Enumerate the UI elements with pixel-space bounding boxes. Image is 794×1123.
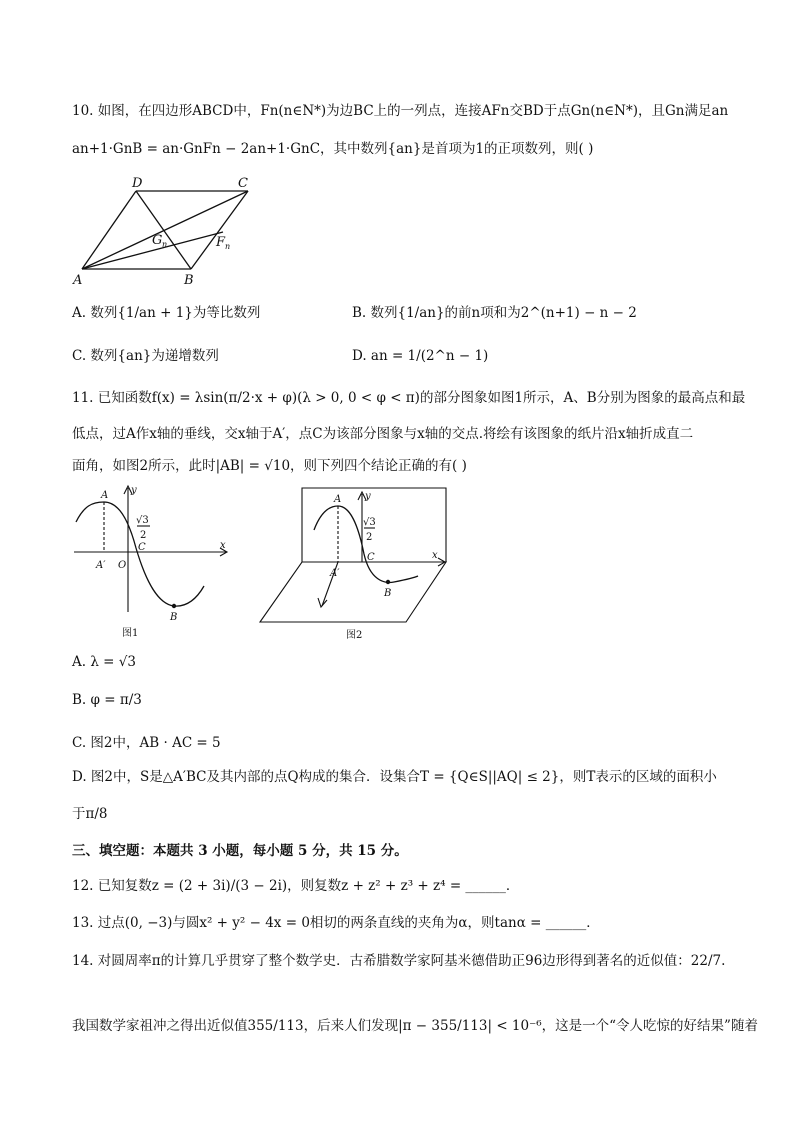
q11-option-a: A. λ = √3	[72, 654, 136, 670]
q11-line-3: 面角，如图2所示，此时|AB| = √10，则下列四个结论正确的有( )	[72, 458, 467, 474]
q11-option-d-line-1: D. 图2中，S是△A′BC及其内部的点Q构成的集合．设集合T = {Q∈S||AQ| ≤ 2}，则T表示的区域的面积小	[72, 769, 717, 785]
fig2-label-A: A	[334, 494, 342, 505]
fig2-point-B	[386, 580, 390, 584]
fig1-label-sqrt3: √3	[136, 515, 149, 526]
q10-line-1: 10. 如图，在四边形ABCD中，Fn(n∈N*)为边BC上的一列点，连接AFn交BD于点Gn(n∈N*)，且Gn满足an	[72, 103, 729, 119]
fig1-label-B: B	[170, 612, 178, 623]
fig2-label-Aprime: A′	[330, 568, 340, 579]
q11-option-c: C. 图2中，AB · AC = 5	[72, 735, 221, 751]
label-G-sub: n	[162, 240, 168, 249]
q11-figure-1	[70, 482, 238, 642]
fig2-horizontal-plane	[260, 562, 446, 622]
label-F: F	[216, 235, 226, 250]
q14-line-2: 我国数学家祖冲之得出近似值355/113，后来人们发现|π − 355/113| < 10⁻⁶，这是一个“令人吃惊的好结果”随着	[72, 1018, 758, 1034]
q10-option-d: D. an = 1/(2^n − 1)	[352, 348, 489, 364]
fig2-label-x: x	[432, 550, 438, 561]
diagonal-AC	[82, 191, 248, 269]
fig2-label-B: B	[384, 588, 392, 599]
fig2-label-C: C	[367, 552, 375, 563]
label-B: B	[184, 273, 194, 288]
q11-line-1: 11. 已知函数f(x) = λsin(π/2·x + φ)(λ > 0, 0 < φ < π)的部分图象如图1所示，A、B分别为图象的最高点和最	[72, 390, 746, 406]
q11-option-d-line-2: 于π/8	[72, 806, 108, 822]
q11-option-b: B. φ = π/3	[72, 692, 142, 708]
edge-CB	[191, 191, 248, 269]
label-C: C	[238, 176, 248, 191]
q11-line-2: 低点，过A作x轴的垂线，交x轴于A′，点C为该部分图象与x轴的交点.将绘有该图象的纸片沿x轴折成直二	[72, 426, 694, 442]
q14-line-1: 14. 对圆周率π的计算几乎贯穿了整个数学史．古希腊数学家阿基米德借助正96边形得到著名的近似值：22/7.	[72, 953, 726, 969]
label-D: D	[132, 176, 143, 191]
fig2-caption: 图2	[346, 630, 363, 641]
q13-text: 13. 过点(0, −3)与圆x² + y² − 4x = 0相切的两条直线的夹角为α，则tanα = ______．	[72, 915, 600, 931]
section-3-title: 三、填空题：本题共 3 小题，每小题 5 分，共 15 分。	[72, 843, 408, 859]
fig1-label-Aprime: A′	[96, 560, 106, 571]
fig2-folded-axis-arrow	[318, 598, 327, 607]
fig1-caption: 图1	[122, 628, 139, 639]
label-A: A	[73, 273, 83, 288]
q10-option-a: A. 数列{1/an + 1}为等比数列	[72, 305, 261, 321]
q10-option-b: B. 数列{1/an}的前n项和为2^(n+1) − n − 2	[352, 305, 637, 321]
fig1-label-2: 2	[140, 530, 147, 541]
q11-figure-2	[254, 484, 468, 644]
fig1-label-C: C	[138, 542, 146, 553]
fig2-label-y: y	[365, 491, 371, 502]
fig1-point-B	[172, 604, 176, 608]
q10-quadrilateral-figure	[70, 174, 270, 290]
fig1-label-O: O	[118, 560, 127, 571]
label-F-sub: n	[225, 242, 231, 251]
fig2-label-sqrt3: √3	[363, 517, 376, 528]
fig1-label-x: x	[220, 540, 226, 551]
fig1-label-y: y	[131, 485, 137, 496]
fig1-label-A: A	[101, 490, 109, 501]
q12-text: 12. 已知复数z = (2 + 3i)/(3 − 2i)，则复数z + z² + z³ + z⁴ = ______．	[72, 878, 520, 894]
q10-line-2: an+1·GnB = an·GnFn − 2an+1·GnC，其中数列{an}是首项为1的正项数列，则( )	[72, 141, 594, 157]
fig2-label-2: 2	[366, 532, 373, 543]
label-G: G	[152, 233, 163, 248]
q10-option-c: C. 数列{an}为递增数列	[72, 348, 219, 364]
